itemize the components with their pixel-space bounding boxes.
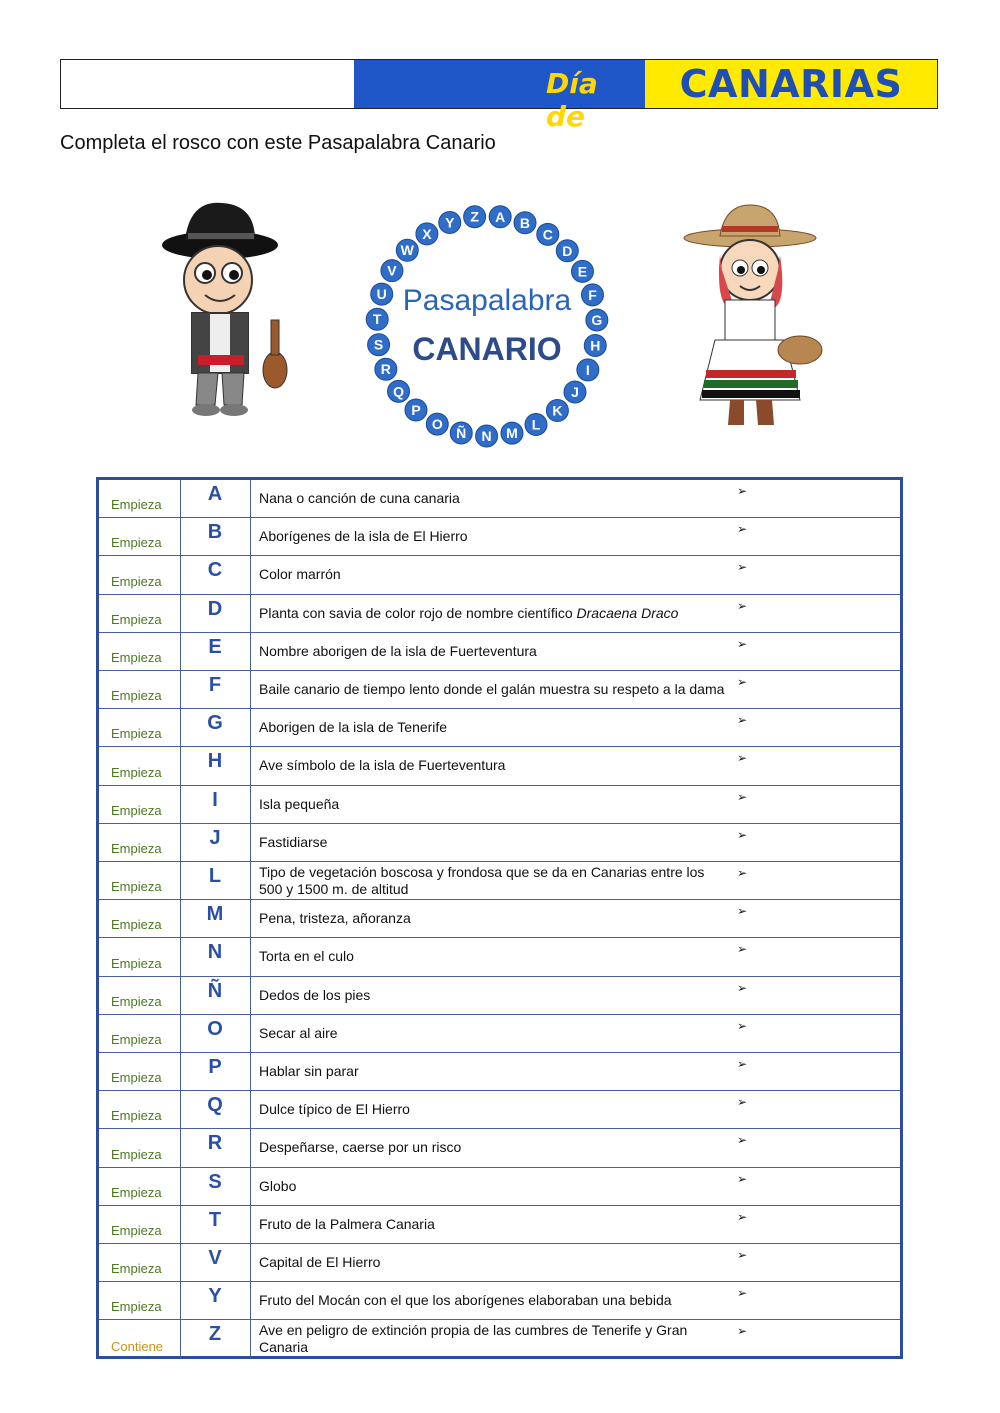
- clue-text: Nana o canción de cuna canaria: [259, 490, 460, 507]
- rosco-letter: X: [422, 225, 432, 242]
- clue-letter: D: [207, 597, 223, 620]
- clue-text: Dulce típico de El Hierro: [259, 1101, 410, 1118]
- answer-input[interactable]: ➢: [737, 827, 748, 842]
- clue-letter-cell: [180, 518, 251, 555]
- clues-table: [96, 477, 903, 1359]
- table-row: [99, 480, 900, 518]
- clue-letter: E: [208, 635, 222, 658]
- answer-input[interactable]: ➢: [737, 636, 748, 651]
- clue-text: Planta con savia de color rojo de nombre científico: [259, 604, 573, 621]
- rosco-letter: U: [376, 286, 387, 303]
- clue-type-label: Empieza: [111, 1108, 162, 1124]
- clue-type-cell: [99, 556, 181, 593]
- answer-input[interactable]: ➢: [737, 675, 748, 689]
- clue-letter: N: [207, 941, 223, 964]
- clue-type-cell: [99, 938, 181, 975]
- rosco-letter: K: [552, 402, 563, 419]
- clue-letter: Q: [207, 1094, 223, 1117]
- clue-letter-cell: [180, 1244, 251, 1281]
- rosco-letter: N: [481, 427, 492, 444]
- clue-letter: Ñ: [207, 979, 223, 1002]
- answer-input[interactable]: ➢: [737, 484, 748, 498]
- clue-text: Secar al aire: [259, 1024, 338, 1041]
- header-banner: [60, 59, 938, 133]
- clue-type-cell: [99, 595, 181, 632]
- clue-type-cell: [99, 1053, 181, 1090]
- clue-letter: M: [206, 903, 224, 926]
- clue-text-cell: [259, 747, 729, 784]
- clue-type-label: Empieza: [111, 1070, 162, 1086]
- clue-text-cell: [259, 938, 729, 975]
- clue-type-label: Empieza: [111, 497, 162, 513]
- clue-type-cell: [99, 1244, 181, 1281]
- clue-letter-cell: [180, 709, 251, 746]
- rosco-letter: Z: [470, 208, 479, 225]
- table-row: [99, 671, 900, 709]
- clue-letter-cell: [180, 1168, 251, 1205]
- answer-input[interactable]: ➢: [737, 1095, 748, 1110]
- clue-type-label: Empieza: [111, 688, 162, 704]
- rosco-letter: C: [542, 226, 553, 243]
- clue-text: Aborígenes de la isla de El Hierro: [259, 528, 468, 545]
- table-row: [99, 1015, 900, 1053]
- clue-text-cell: [259, 1320, 729, 1358]
- answer-input[interactable]: ➢: [737, 789, 748, 804]
- clue-text-cell: [259, 709, 729, 746]
- rosco-letter: I: [585, 361, 590, 378]
- clue-letter-cell: [180, 1091, 251, 1128]
- rosco-letter: R: [380, 361, 391, 378]
- clue-type-cell: [99, 900, 181, 937]
- table-row: [99, 1320, 900, 1358]
- dia-de-label: Día de: [546, 67, 598, 133]
- rosco-letter: W: [400, 242, 414, 259]
- table-row: [99, 824, 900, 862]
- clue-type-cell: [99, 747, 181, 784]
- rosco-letter: V: [387, 262, 397, 279]
- banner-blank: [61, 60, 354, 108]
- clue-letter: R: [207, 1132, 223, 1155]
- clue-type-cell: [99, 1091, 181, 1128]
- answer-input[interactable]: ➢: [737, 866, 748, 880]
- clue-letter-cell: [180, 938, 251, 975]
- clue-letter-cell: [180, 1015, 251, 1052]
- clue-letter-cell: [180, 862, 251, 899]
- clue-text-italic: Dracaena Draco: [576, 604, 679, 621]
- clue-letter-cell: [180, 556, 251, 593]
- clue-text: Fruto del Mocán con el que los aborígenes elaboraban una bebida: [259, 1292, 672, 1309]
- clue-type-label: Empieza: [111, 535, 162, 551]
- clue-text-cell: [259, 1015, 729, 1052]
- table-row: [99, 938, 900, 976]
- clue-text-cell: [259, 595, 729, 632]
- clue-text-cell: [259, 518, 729, 555]
- clue-type-cell: [99, 1320, 181, 1358]
- table-row: [99, 1206, 900, 1244]
- table-row: [99, 1129, 900, 1167]
- clue-letter: P: [208, 1056, 222, 1078]
- clue-letter: C: [207, 559, 223, 582]
- clue-letter-cell: [180, 900, 251, 937]
- clue-text-cell: [259, 1282, 729, 1319]
- table-row: [99, 595, 900, 633]
- clue-letter-cell: [180, 671, 251, 708]
- clue-text: Dedos de los pies: [259, 986, 371, 1003]
- clue-type-cell: [99, 1168, 181, 1205]
- clue-letter: O: [207, 1017, 223, 1040]
- answer-input[interactable]: ➢: [737, 1248, 748, 1262]
- clue-letter: B: [207, 521, 223, 544]
- clue-type-label: Empieza: [111, 955, 162, 971]
- clue-text: Aborigen de la isla de Tenerife: [259, 719, 448, 736]
- clue-text: Capital de El Hierro: [259, 1254, 381, 1271]
- clue-letter-cell: [180, 633, 251, 670]
- rosco-letter: T: [372, 311, 382, 328]
- clue-text: Nombre aborigen de la isla de Fuerteventura: [259, 642, 537, 659]
- answer-input[interactable]: ➢: [737, 1171, 748, 1186]
- canarias-label: CANARIAS: [679, 62, 903, 106]
- rosco-letter: H: [590, 337, 601, 354]
- clue-text: Tipo de vegetación boscosa y frondosa que se da en Canarias entre los 500 y 1500 m. de altitud: [259, 863, 705, 897]
- clue-text-cell: [259, 1129, 729, 1166]
- canarian-boy-illustration: [160, 195, 310, 425]
- answer-input[interactable]: ➢: [737, 522, 748, 537]
- clue-letter: T: [208, 1208, 222, 1231]
- clue-text-cell: [259, 824, 729, 861]
- clue-type-label: Empieza: [111, 573, 162, 589]
- answer-input[interactable]: ➢: [737, 980, 748, 995]
- clue-text: Ave símbolo de la isla de Fuerteventura: [259, 757, 506, 774]
- clue-type-cell: [99, 824, 181, 861]
- clue-text: Globo: [259, 1177, 297, 1194]
- table-row: [99, 556, 900, 594]
- clue-type-label: Empieza: [111, 1146, 162, 1162]
- table-row: [99, 977, 900, 1015]
- clue-type-label: Empieza: [111, 917, 162, 933]
- clue-text: Baile canario de tiempo lento donde el galán muestra su respeto a la dama: [259, 681, 725, 698]
- table-row: [99, 862, 900, 900]
- clue-text-cell: [259, 977, 729, 1014]
- banner-blue: [354, 60, 645, 133]
- clue-type-cell: [99, 633, 181, 670]
- clue-letter-cell: [180, 1320, 251, 1358]
- clue-letter: J: [209, 826, 221, 849]
- clue-text-cell: [259, 900, 729, 937]
- clue-letter-cell: [180, 977, 251, 1014]
- answer-input[interactable]: ➢: [737, 1209, 748, 1224]
- clue-type-cell: [99, 1282, 181, 1319]
- clue-type-cell: [99, 1129, 181, 1166]
- rosco-letter: F: [588, 286, 597, 303]
- clue-text: Torta en el culo: [259, 948, 354, 965]
- clue-text: Ave en peligro de extinción propia de las cumbres de Tenerife y Gran Canaria: [259, 1322, 688, 1356]
- clue-type-label: Empieza: [111, 879, 162, 895]
- answer-input[interactable]: ➢: [737, 904, 748, 919]
- clue-text-cell: [259, 633, 729, 670]
- table-row: [99, 1053, 900, 1091]
- table-row: [99, 709, 900, 747]
- answer-input[interactable]: ➢: [737, 1286, 748, 1301]
- clue-text-cell: [259, 1244, 729, 1281]
- rosco-letter: L: [531, 416, 541, 433]
- answer-input[interactable]: ➢: [737, 560, 748, 575]
- pasapalabra-rosco: [355, 195, 620, 457]
- clue-type-cell: [99, 1206, 181, 1243]
- clue-letter-cell: [180, 824, 251, 861]
- table-row: [99, 633, 900, 671]
- table-row: [99, 1282, 900, 1320]
- table-row: [99, 1244, 900, 1282]
- clue-letter: Y: [208, 1285, 222, 1308]
- answer-input[interactable]: ➢: [737, 713, 748, 728]
- clue-type-label: Empieza: [111, 649, 162, 665]
- clue-letter-cell: [180, 480, 251, 517]
- answer-input[interactable]: ➢: [737, 1324, 748, 1339]
- clue-letter: Z: [208, 1323, 222, 1346]
- rosco-letter: Ñ: [456, 424, 467, 441]
- clue-type-label: Empieza: [111, 1031, 162, 1047]
- clue-letter-cell: [180, 1282, 251, 1319]
- clue-text-cell: [259, 480, 729, 517]
- clue-type-label: Empieza: [111, 1299, 162, 1315]
- banner-yellow: [645, 60, 937, 108]
- rosco-letter: S: [373, 336, 384, 353]
- answer-input[interactable]: ➢: [737, 751, 748, 766]
- answer-input[interactable]: ➢: [737, 942, 748, 957]
- table-row: [99, 786, 900, 824]
- clue-type-label: Contiene: [111, 1338, 164, 1354]
- rosco-letter: M: [506, 425, 518, 442]
- table-row: [99, 1091, 900, 1129]
- answer-input[interactable]: ➢: [737, 1018, 748, 1033]
- clue-type-cell: [99, 786, 181, 823]
- clue-letter: S: [208, 1170, 222, 1193]
- clue-text: Color marrón: [259, 566, 341, 583]
- clue-letter-cell: [180, 747, 251, 784]
- clue-letter: F: [208, 674, 222, 696]
- rosco-letter: A: [495, 208, 506, 225]
- table-row: [99, 747, 900, 785]
- rosco-letter: E: [577, 263, 588, 280]
- rosco-title-line1: Pasapalabra: [402, 284, 572, 317]
- rosco-letter: D: [562, 242, 573, 259]
- clue-type-label: Empieza: [111, 840, 162, 856]
- clue-letter-cell: [180, 786, 251, 823]
- clue-type-cell: [99, 480, 181, 517]
- clue-type-label: Empieza: [111, 611, 162, 627]
- rosco-letter: Y: [445, 214, 455, 231]
- clue-text: Fastidiarse: [259, 833, 328, 850]
- clue-type-label: Empieza: [111, 764, 162, 780]
- rosco-letter: B: [519, 214, 531, 231]
- clue-letter-cell: [180, 1206, 251, 1243]
- table-row: [99, 518, 900, 556]
- page-subtitle: Completa el rosco con este Pasapalabra Canario: [60, 132, 496, 154]
- rosco-letter: P: [411, 402, 421, 419]
- answer-input[interactable]: ➢: [737, 598, 748, 613]
- clue-letter-cell: [180, 1053, 251, 1090]
- clue-type-label: Empieza: [111, 726, 162, 742]
- clue-type-cell: [99, 709, 181, 746]
- table-row: [99, 1168, 900, 1206]
- rosco-letter: O: [431, 416, 443, 433]
- rosco-letter: J: [571, 384, 579, 401]
- clue-type-label: Empieza: [111, 1261, 162, 1277]
- answer-input[interactable]: ➢: [737, 1057, 748, 1071]
- clue-text: Isla pequeña: [259, 795, 340, 812]
- clue-type-label: Empieza: [111, 1222, 162, 1238]
- clue-text: Pena, tristeza, añoranza: [259, 910, 411, 927]
- clue-letter-cell: [180, 595, 251, 632]
- clue-letter: A: [207, 483, 223, 505]
- clue-type-label: Empieza: [111, 993, 162, 1009]
- clue-text-cell: [259, 862, 729, 899]
- clue-text-cell: [259, 556, 729, 593]
- rosco-letter: G: [591, 312, 603, 329]
- table-row: [99, 900, 900, 938]
- clue-letter: I: [212, 788, 218, 811]
- clue-type-label: Empieza: [111, 802, 162, 818]
- rosco-letter: Q: [393, 383, 404, 400]
- clue-text: Hablar sin parar: [259, 1063, 359, 1080]
- clue-text-cell: [259, 671, 729, 708]
- clue-text-cell: [259, 1168, 729, 1205]
- clue-text-cell: [259, 1206, 729, 1243]
- clue-text-cell: [259, 786, 729, 823]
- clue-type-cell: [99, 671, 181, 708]
- clue-type-label: Empieza: [111, 1184, 162, 1200]
- clue-type-cell: [99, 862, 181, 899]
- rosco-title-line2: CANARIO: [412, 331, 562, 367]
- clue-letter: L: [208, 865, 222, 887]
- clue-type-cell: [99, 977, 181, 1014]
- clue-text-cell: [259, 1053, 729, 1090]
- clue-letter: V: [208, 1247, 222, 1269]
- answer-input[interactable]: ➢: [737, 1133, 748, 1148]
- clue-letter-cell: [180, 1129, 251, 1166]
- clue-letter: G: [207, 712, 223, 735]
- clue-type-cell: [99, 518, 181, 555]
- clue-text-cell: [259, 1091, 729, 1128]
- clue-text: Despeñarse, caerse por un risco: [259, 1139, 462, 1156]
- clue-letter: H: [207, 750, 223, 773]
- clue-text: Fruto de la Palmera Canaria: [259, 1215, 435, 1232]
- clue-type-cell: [99, 1015, 181, 1052]
- canarian-girl-illustration: [680, 200, 830, 435]
